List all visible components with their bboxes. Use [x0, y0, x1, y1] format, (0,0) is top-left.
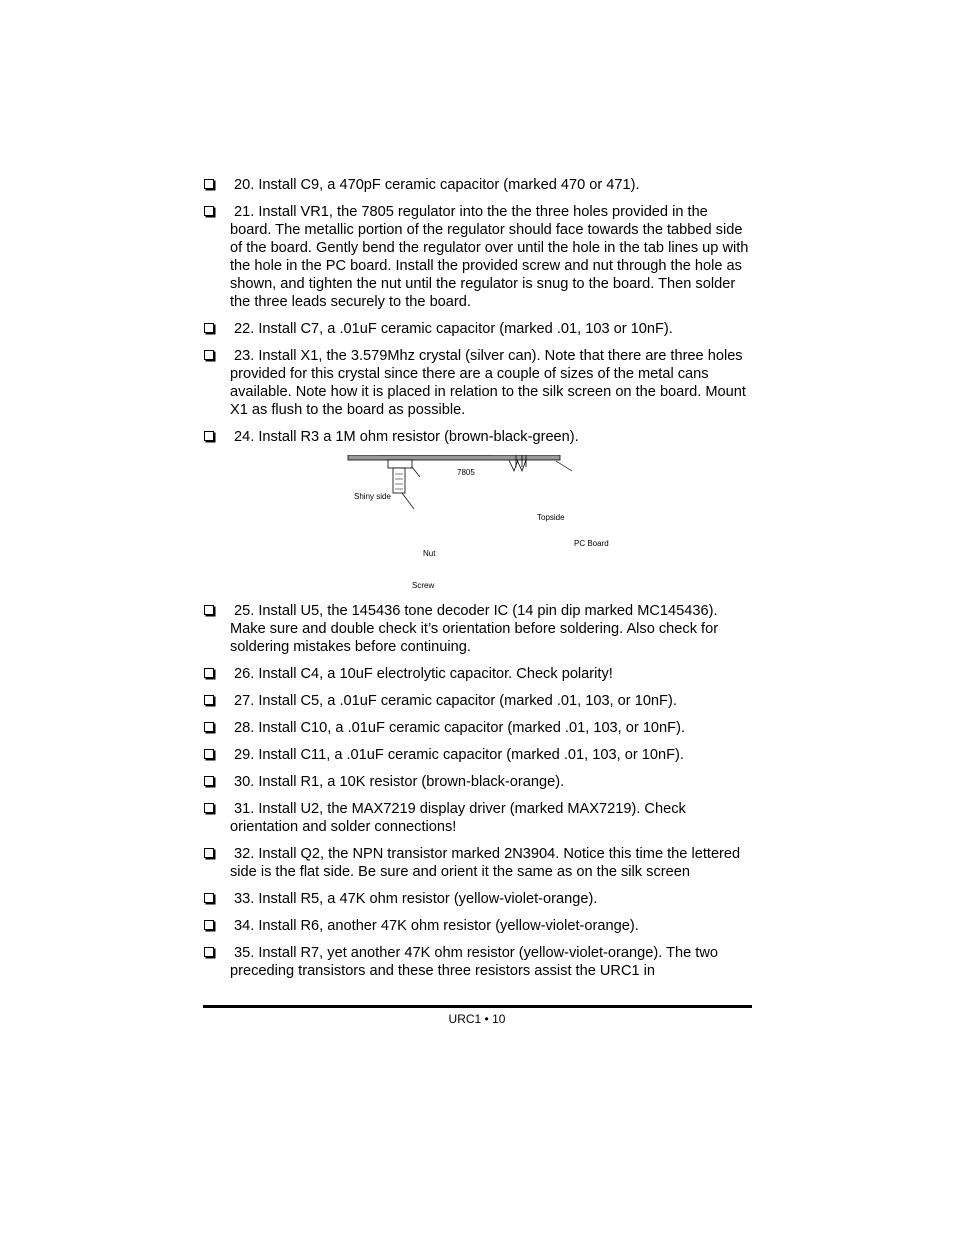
- solder-joints: [509, 460, 526, 471]
- step-checkbox[interactable]: [204, 803, 214, 813]
- regulator-diagram: [204, 455, 752, 593]
- checklist-step: [204, 719, 752, 737]
- step-checkbox[interactable]: [204, 722, 214, 732]
- step-text: 33. Install R5, a 47K ohm resistor (yellow-violet-orange).: [234, 891, 598, 907]
- label-7805: 7805: [457, 468, 475, 477]
- checklist-step: [204, 845, 752, 881]
- step-text: 35. Install R7, yet another 47K ohm resistor (yellow-violet-orange). The two preceding transistors and these three resistors assist the URC1 in: [230, 945, 718, 979]
- checklist-step: [204, 602, 752, 656]
- step-checkbox[interactable]: [204, 206, 214, 216]
- step-text: 31. Install U2, the MAX7219 display driver (marked MAX7219). Check orientation and solder connections!: [230, 801, 686, 835]
- checklist-step: [204, 944, 752, 980]
- step-checkbox[interactable]: [204, 848, 214, 858]
- step-text: 23. Install X1, the 3.579Mhz crystal (silver can). Note that there are three holes provided for this crystal since there are a couple of sizes of the metal cans available. Note how it is placed in relation to the silk screen on the board. Mount X1 as flush to the board as possible.: [230, 348, 746, 418]
- label-pc-board: PC Board: [574, 539, 609, 548]
- checklist-step: [204, 890, 752, 908]
- step-text: 26. Install C4, a 10uF electrolytic capacitor. Check polarity!: [234, 666, 613, 682]
- step-checkbox[interactable]: [204, 668, 214, 678]
- step-text: 29. Install C11, a .01uF ceramic capacitor (marked .01, 103, or 10nF).: [234, 747, 684, 763]
- label-shiny-side: Shiny side: [354, 492, 391, 501]
- label-nut: Nut: [423, 549, 436, 558]
- steps-after: [204, 602, 752, 980]
- step-checkbox[interactable]: [204, 893, 214, 903]
- step-checkbox[interactable]: [204, 920, 214, 930]
- page-footer: URC1 • 10: [448, 1012, 506, 1026]
- checklist-step: [204, 746, 752, 764]
- checklist-step: [204, 320, 752, 338]
- step-text: 20. Install C9, a 470pF ceramic capacitor (marked 470 or 471).: [234, 177, 640, 193]
- step-checkbox[interactable]: [204, 323, 214, 333]
- step-text: 24. Install R3 a 1M ohm resistor (brown-black-green).: [234, 429, 579, 445]
- leader-screw: [402, 493, 414, 509]
- step-text: 27. Install C5, a .01uF ceramic capacitor (marked .01, 103, or 10nF).: [234, 693, 677, 709]
- checklist-step: [204, 347, 752, 419]
- step-text: 28. Install C10, a .01uF ceramic capacitor (marked .01, 103, or 10nF).: [234, 720, 685, 736]
- step-checkbox[interactable]: [204, 350, 214, 360]
- pc-board: [348, 455, 560, 460]
- checklist-step: [204, 800, 752, 836]
- checklist-step: [204, 665, 752, 683]
- leader-nut: [412, 467, 420, 477]
- step-checkbox[interactable]: [204, 947, 214, 957]
- checklist-step: [204, 917, 752, 935]
- step-text: 25. Install U5, the 145436 tone decoder IC (14 pin dip marked MC145436). Make sure and double check it’s orientation before soldering. Also check for soldering mistakes before continuing.: [230, 603, 719, 655]
- checklist-step: [204, 203, 752, 311]
- step-text: 34. Install R6, another 47K ohm resistor (yellow-violet-orange).: [234, 918, 639, 934]
- checklist-step: [204, 428, 752, 446]
- checklist-step: [204, 692, 752, 710]
- label-topside: Topside: [537, 513, 565, 522]
- step-text: 32. Install Q2, the NPN transistor marked 2N3904. Notice this time the lettered side is the flat side. Be sure and orient it the same as on the silk screen: [230, 846, 741, 880]
- steps-before: [204, 176, 752, 446]
- step-checkbox[interactable]: [204, 431, 214, 441]
- regulator-mounting-figure: [204, 455, 752, 593]
- step-text: 22. Install C7, a .01uF ceramic capacitor (marked .01, 103 or 10nF).: [234, 321, 673, 337]
- step-checkbox[interactable]: [204, 605, 214, 615]
- step-checkbox[interactable]: [204, 695, 214, 705]
- footer-rule: [203, 1005, 752, 1008]
- step-checkbox[interactable]: [204, 776, 214, 786]
- checklist-step: [204, 773, 752, 791]
- leader-pcboard: [556, 461, 572, 471]
- checklist-step: [204, 176, 752, 194]
- nut: [388, 460, 412, 468]
- label-screw: Screw: [412, 581, 435, 590]
- step-checkbox[interactable]: [204, 179, 214, 189]
- step-checkbox[interactable]: [204, 749, 214, 759]
- step-text: 30. Install R1, a 10K resistor (brown-black-orange).: [234, 774, 565, 790]
- page-content: [204, 176, 752, 989]
- step-text: 21. Install VR1, the 7805 regulator into the the three holes provided in the board. The metallic portion of the regulator should face towards the tabbed side of the board. Gently bend the regulator over until the hole in the tab lines up with the hole in the PC board. Install the provided screw and nut through the hole as shown, and tighten the nut until the regulator is snug to the board. Then solder the three leads securely to the board.: [230, 204, 749, 310]
